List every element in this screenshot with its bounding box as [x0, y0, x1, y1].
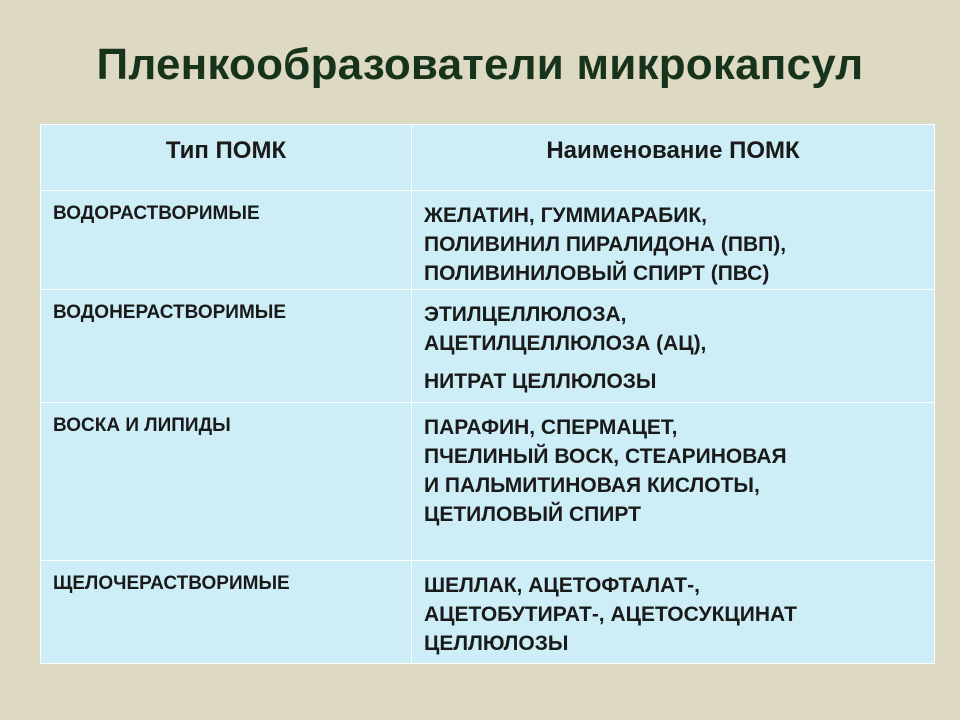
name-line: ШЕЛЛАК, АЦЕТОФТАЛАТ-,: [424, 574, 700, 597]
type-cell: ВОДОРАСТВОРИМЫЕ: [41, 191, 412, 290]
name-line: АЦЕТИЛЦЕЛЛЮЛОЗА (АЦ),: [424, 332, 707, 355]
name-line: И ПАЛЬМИТИНОВАЯ КИСЛОТЫ,: [424, 474, 760, 497]
pomk-table: [40, 124, 935, 664]
column-header-type: Тип ПОМК: [41, 125, 412, 191]
name-line: АЦЕТОБУТИРАТ-, АЦЕТОСУКЦИНАТ: [424, 603, 797, 626]
name-line: ПОЛИВИНИЛОВЫЙ СПИРТ (ПВС): [424, 262, 770, 285]
table-row: [41, 403, 935, 561]
name-line: ЦЕТИЛОВЫЙ СПИРТ: [424, 503, 641, 526]
name-cell: [412, 191, 935, 290]
table-row: [41, 290, 935, 403]
name-line: НИТРАТ ЦЕЛЛЮЛОЗЫ: [424, 370, 657, 393]
slide-title: Пленкообразователи микрокапсул: [96, 40, 864, 89]
type-cell: ВОДОНЕРАСТВОРИМЫЕ: [41, 290, 412, 403]
name-line: ЦЕЛЛЮЛОЗЫ: [424, 632, 569, 655]
name-cell: [412, 290, 935, 403]
name-cell: [412, 561, 935, 664]
column-header-name: Наименование ПОМК: [412, 125, 935, 191]
name-line: ЭТИЛЦЕЛЛЮЛОЗА,: [424, 303, 627, 326]
type-cell: ЩЕЛОЧЕРАСТВОРИМЫЕ: [41, 561, 412, 664]
table-header-row: [41, 125, 935, 191]
name-line: ПАРАФИН, СПЕРМАЦЕТ,: [424, 416, 678, 439]
name-cell: [412, 403, 935, 561]
name-line: ПЧЕЛИНЫЙ ВОСК, СТЕАРИНОВАЯ: [424, 445, 787, 468]
name-line: ПОЛИВИНИЛ ПИРАЛИДОНА (ПВП),: [424, 233, 787, 256]
name-line: ЖЕЛАТИН, ГУММИАРАБИК,: [424, 204, 707, 227]
type-cell: ВОСКА И ЛИПИДЫ: [41, 403, 412, 561]
table-row: [41, 561, 935, 664]
table-row: [41, 191, 935, 290]
